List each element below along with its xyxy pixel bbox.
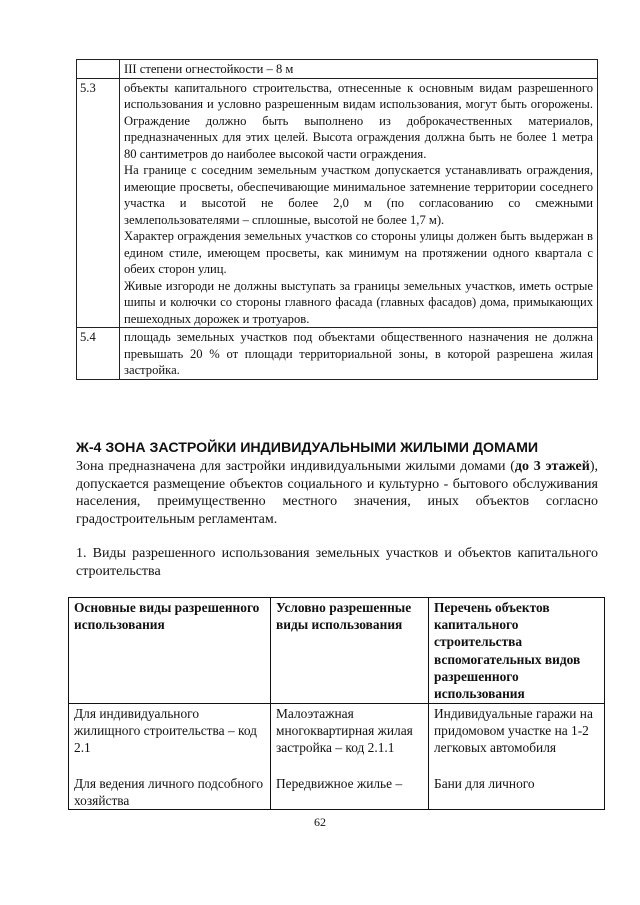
paragraph: Характер ограждения земельных участков со стороны улицы должен быть выдержан в едином стиле, имеющем просветы, как минимум на протяжении одного квартала с обеих сторон улиц. [124, 229, 593, 276]
intro-bold-text: до 3 этажей [514, 459, 590, 474]
column-header-auxiliary-objects: Перечень объектов капитального строительства вспомогательных видов разрешенного использования [429, 598, 605, 704]
list-item: Для индивидуального жилищного строительства – код 2.1 [74, 706, 257, 756]
main-uses-cell [69, 704, 271, 810]
spacer [276, 757, 423, 775]
row-number: 5.4 [77, 328, 120, 380]
paragraph: объекты капитального строительства, отнесенные к основным видам разрешенного использования и условно разрешенным видам использования, могут быть огорожены. Ограждение должно быть выполнено из доброкачественных материалов, предназначенных для этих целей. Высота ограждения должна быть не более 1 метра 80 сантиметров до наиболее высокой части ограждения. [124, 80, 593, 161]
auxiliary-objects-cell [429, 704, 605, 810]
row-number [77, 60, 120, 79]
paragraph: площадь земельных участков под объектами общественного назначения не должна превышать 20 % от площади территориальной зоны, в которой разрешена жилая застройка. [124, 330, 593, 377]
intro-text: Зона предназначена для застройки индивидуальными жилыми домами ( [76, 459, 515, 474]
table-row [77, 60, 598, 79]
column-header-main-uses: Основные виды разрешенного использования [69, 598, 271, 704]
subsection-heading: 1. Виды разрешенного использования земельных участков и объектов капитального строительства [76, 546, 598, 579]
section-heading: Ж-4 ЗОНА ЗАСТРОЙКИ ИНДИВИДУАЛЬНЫМИ ЖИЛЫМИ ДОМАМИ [76, 440, 539, 456]
row-text [120, 60, 598, 79]
regulations-table [76, 59, 598, 380]
row-number: 5.3 [77, 78, 120, 328]
permitted-uses-table [68, 597, 605, 810]
paragraph: Живые изгороди не должны выступать за границы земельных участков, иметь острые шипы и колючки со стороны главного фасада (главных фасадов) дома, примыкающих пешеходных дорожек и тротуаров. [124, 278, 593, 326]
paragraph: На границе с соседним земельным участком допускается устанавливать ограждения, имеющие просветы, обеспечивающие минимальное затемнение территории соседнего участка и высотой не более 2,0 м (по согласованию со смежными землепользователями – сплошные, высотой не более 1,7 м). [124, 163, 593, 227]
list-item: Бани для личного [434, 775, 535, 791]
table-header-row [69, 598, 605, 704]
table-row [77, 78, 598, 328]
row-text [120, 78, 598, 328]
list-item: Индивидуальные гаражи на придомовом участке на 1-2 легковых автомобиля [434, 706, 593, 756]
spacer [74, 757, 265, 775]
list-item: Малоэтажная многоквартирная жилая застройка – код 2.1.1 [276, 706, 413, 756]
table-row [69, 704, 605, 810]
page-number: 62 [314, 815, 326, 829]
spacer [434, 757, 599, 775]
intro-text-continued: ), допускается размещение объектов социального и культурно - бытового обслуживания населения, преимущественно местного значения, иных объектов согласно градостроительным регламентам. [76, 459, 598, 527]
paragraph: III степени огнестойкости – 8 м [124, 62, 294, 76]
table-row [77, 328, 598, 380]
conditional-uses-cell [271, 704, 429, 810]
list-item: Для ведения личного подсобного хозяйства [74, 775, 264, 808]
column-header-conditional-uses: Условно разрешенные виды использования [271, 598, 429, 704]
row-text [120, 328, 598, 380]
list-item: Передвижное жилье – [276, 775, 403, 791]
zone-description [76, 458, 598, 528]
